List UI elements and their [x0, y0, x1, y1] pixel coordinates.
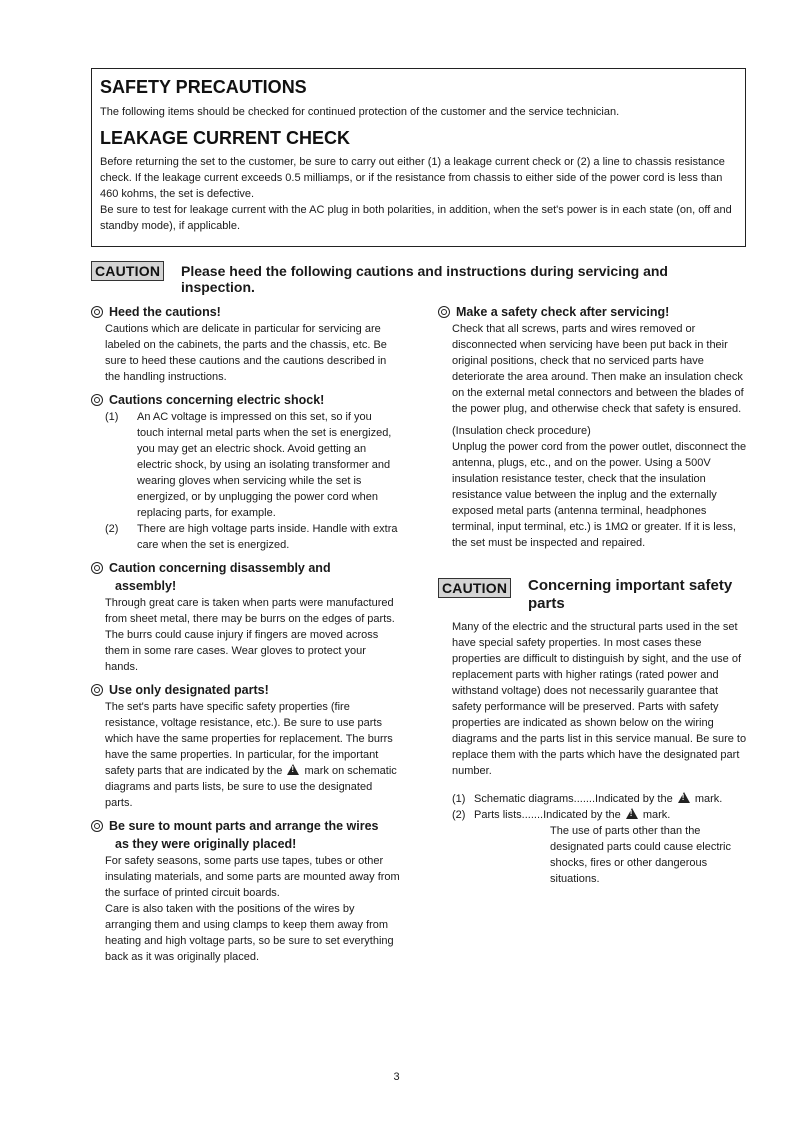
item-number: (2)	[452, 809, 466, 821]
list-item	[452, 807, 750, 823]
item-text-b: mark.	[642, 809, 671, 821]
section-heed-cautions-title	[91, 303, 401, 321]
caution-badge: CAUTION	[91, 261, 164, 281]
section-mount-parts-body-2: Care is also taken with the positions of the wires by arranging them and using clamps to keep them away from heating and high voltage parts, so be sure to set everything back as it was originally placed.	[105, 903, 394, 963]
section-title-text: Heed the cautions!	[109, 305, 221, 319]
double-circle-icon	[438, 306, 450, 318]
left-column	[91, 303, 401, 965]
section-title-text-line2: as they were originally placed!	[115, 837, 297, 851]
list-item	[452, 791, 750, 807]
safety-parts-body: Many of the electric and the structural parts used in the set have special safety properties. In most cases these properties are difficult to distinguish by sight, and the use of replacement parts with higher ratings (rated power and withstand voltage) does not necessarily guarantee that safety performance will be preserved. Parts with safety properties are indicated as shown below on the wiring diagrams and the parts list in this service manual. Be sure to replace them with the parts which have the designated part number.	[452, 621, 747, 777]
warning-triangle-icon	[678, 792, 690, 803]
section-title-text: Cautions concerning electric shock!	[109, 393, 325, 407]
section-electric-shock-body	[91, 409, 401, 553]
leakage-para-1: Before returning the set to the customer, be sure to carry out either (1) a leakage current check or (2) a line to chassis resistance check. If the leakage current exceeds 0.5 milliamps, or if the resistance from chassis to either side of the power cord is less than 460 kohms, the set is defective.	[100, 156, 725, 200]
section-safety-check-body: Check that all screws, parts and wires removed or disconnected when servicing have been put back in their original positions, check that no serviced parts have deteriorate the area around. Then make an insulation check on the external metal connectors and between the blades of the power plug, and otherwise check that safety is ensured.	[452, 323, 744, 415]
section-title-text-line2: assembly!	[115, 579, 177, 593]
item-number: (1)	[105, 411, 119, 423]
page-number: 3	[393, 1071, 400, 1083]
section-disassembly-title	[91, 559, 401, 595]
section-disassembly-body: Through great care is taken when parts were manufactured from sheet metal, there may be burrs on the edges of parts. The burrs could cause injury if fingers are moved across them in some rare cases. Wear gloves to protect your hands.	[105, 597, 395, 673]
safety-mark-list	[438, 791, 750, 887]
insulation-procedure-label: (Insulation check procedure)	[452, 425, 591, 437]
double-circle-icon	[91, 684, 103, 696]
double-circle-icon	[91, 306, 103, 318]
caution-banner-2-text: Concerning important safety parts	[528, 577, 733, 612]
body-text-part-b: mark on schematic diagrams and parts lists, be sure to use the designated parts.	[105, 765, 397, 809]
caution-banner-2	[438, 577, 750, 613]
section-electric-shock-title	[91, 391, 401, 409]
right-column	[438, 303, 750, 887]
insulation-procedure-body: Unplug the power cord from the power outlet, disconnect the antenna, plugs, etc., and on the power. Using a 500V insulation resistance tester, check that the insulation resistance value between the inplug and the externally exposed metal parts (antenna terminal, headphones terminal, input terminal, etc.) is 1MΩ or greater. If it is less, the set must be inspected and repaired.	[452, 441, 747, 549]
item-text-a: Parts lists.......Indicated by the	[474, 809, 621, 821]
section-designated-parts-title	[91, 681, 401, 699]
section-title-text: Be sure to mount parts and arrange the wires	[109, 819, 379, 833]
section-mount-parts-title	[91, 817, 401, 853]
section-title-text: Make a safety check after servicing!	[456, 305, 670, 319]
caution-badge: CAUTION	[438, 578, 511, 598]
section-title-text: Use only designated parts!	[109, 683, 269, 697]
parts-note: The use of parts other than the designated parts could cause electric shocks, fires or other dangerous situations.	[550, 825, 731, 885]
double-circle-icon	[91, 394, 103, 406]
list-item	[105, 521, 401, 553]
section-heed-cautions-body: Cautions which are delicate in particular for servicing are labeled on the cabinets, the parts and the chassis, etc. Be sure to heed these cautions and the cautions described in the handling instructions.	[105, 323, 387, 383]
list-item	[105, 409, 401, 521]
item-text: There are high voltage parts inside. Handle with extra care when the set is energized.	[137, 523, 398, 551]
warning-triangle-icon	[287, 764, 299, 775]
item-number: (1)	[452, 793, 466, 805]
caution-banner-text: Please heed the following cautions and instructions during servicing and inspection.	[181, 263, 668, 295]
section-title-text: Caution concerning disassembly and	[109, 561, 331, 575]
body-text-part-a: The set's parts have specific safety properties (fire resistance, voltage resistance, etc.). Be sure to use parts which have the same properties for replacement. The burrs have the same properties. In particular, for the important safety parts that are indicated by the	[105, 701, 393, 777]
item-text-a: Schematic diagrams.......Indicated by the	[474, 793, 673, 805]
section-designated-parts-body	[91, 699, 401, 811]
double-circle-icon	[91, 820, 103, 832]
safety-intro: The following items should be checked for continued protection of the customer and the service technician.	[100, 106, 620, 118]
double-circle-icon	[91, 562, 103, 574]
safety-box	[91, 68, 746, 247]
item-number: (2)	[105, 523, 119, 535]
item-text-b: mark.	[694, 793, 723, 805]
section-safety-check-title	[438, 303, 750, 321]
leakage-para-2: Be sure to test for leakage current with the AC plug in both polarities, in addition, when the set's power is in each state (on, off and standby mode), if applicable.	[100, 204, 732, 232]
item-text: An AC voltage is impressed on this set, so if you touch internal metal parts when the set is energized, you may get an electric shock. Avoid getting an electric shock, by using an isolating transformer and wearing gloves when servicing while the set is energized, or by unplugging the power cord when replacing parts, for example.	[137, 411, 392, 519]
warning-triangle-icon	[626, 808, 638, 819]
safety-title: SAFETY PRECAUTIONS	[100, 77, 307, 97]
leakage-title: LEAKAGE CURRENT CHECK	[100, 128, 351, 148]
section-mount-parts-body-1: For safety seasons, some parts use tapes, tubes or other insulating materials, and some parts are mounted away from the surface of printed circuit boards.	[105, 855, 400, 899]
